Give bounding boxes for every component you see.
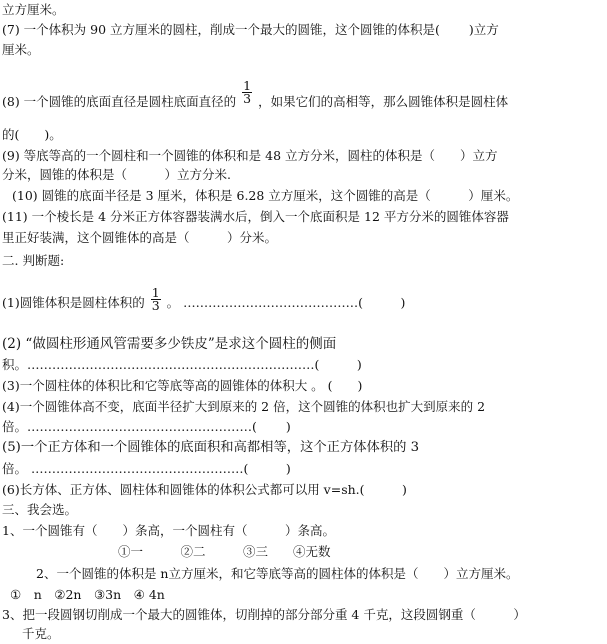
text-q7a: (7) 一个体积为 90 立方厘米的圆柱，削成一个最大的圆锥，这个圆锥的体积是( )立方 xyxy=(2,22,499,37)
choice-2-options xyxy=(10,587,165,603)
text-c2: 2、一个圆锥的体积是 n立方厘米，和它等底等高的圆柱体的体积是（ ）立方厘米。 xyxy=(36,566,519,581)
text-c1: 1、一个圆锥有（ ）条高，一个圆柱有（ ）条高。 xyxy=(2,523,335,538)
text-c2-options: ① n ②2n ③3n ④ 4n xyxy=(10,587,165,602)
fraction-denominator: 3 xyxy=(243,91,252,106)
text-q8c: 的( )。 xyxy=(2,127,62,142)
text-j1-dots: ……………………………………( ) xyxy=(183,295,406,310)
question-7-line1 xyxy=(2,22,499,38)
text-q9b: 分米，圆锥的体积是（ ）立方分米. xyxy=(2,167,231,182)
text-q9a: (9) 等底等高的一个圆柱和一个圆锥的体积和是 48 立方分米，圆柱的体积是（ ）立方 xyxy=(2,148,498,163)
choice-1 xyxy=(2,523,335,539)
judge-3 xyxy=(2,378,362,394)
judge-2-line1 xyxy=(2,336,336,352)
choice-1-options xyxy=(118,544,331,560)
question-11-line2 xyxy=(2,230,277,246)
text-q11a: (11) 一个棱长是 4 分米正方体容器装满水后，倒入一个底面积是 12 平方分米的圆锥体容器 xyxy=(2,209,509,224)
text-j2b: 积。……………………………………………………………( ) xyxy=(2,357,362,372)
text-l1: 立方厘米。 xyxy=(2,2,65,17)
judge-1 xyxy=(2,285,406,318)
text-q8a: (8) 一个圆锥的底面直径是圆柱底面直径的 xyxy=(2,94,237,109)
text-j1b: 。 xyxy=(166,295,180,310)
choice-2 xyxy=(36,566,518,582)
text-j4b: 倍。………………………………………………( ) xyxy=(2,419,291,434)
question-8-line2 xyxy=(2,127,62,143)
choice-3-line2 xyxy=(22,626,60,642)
text-j5b: 倍。 ……………………………………………( ) xyxy=(2,461,291,476)
text-sec2: 二. 判断题: xyxy=(2,253,65,268)
text-line-cont xyxy=(2,2,65,18)
question-9-line2 xyxy=(2,167,231,183)
text-q10: (10) 圆锥的底面半径是 3 厘米，体积是 6.28 立方厘米，这个圆锥的高是（ ）厘米。 xyxy=(12,188,519,203)
choice-3-line1 xyxy=(2,607,526,623)
fraction-numerator: 1 xyxy=(243,78,252,93)
text-j6: (6)长方体、正方体、圆柱体和圆锥体的体积公式都可以用 v=sh.( ) xyxy=(2,482,407,497)
text-q8b: ，如果它们的高相等，那么圆锥体积是圆柱体 xyxy=(258,94,509,109)
text-c1-options: ①一 ②二 ③三 ④无数 xyxy=(118,544,331,559)
judge-2-line2 xyxy=(2,357,362,373)
section-3-heading xyxy=(2,502,77,518)
question-7-line2 xyxy=(2,42,40,58)
text-q11b: 里正好装满，这个圆锥体的高是（ ）分米。 xyxy=(2,230,278,245)
text-j3: (3)一个圆柱体的体积比和它等底等高的圆锥体的体积大 。 ( ) xyxy=(2,378,363,393)
question-8-line1 xyxy=(2,78,509,118)
section-2-heading xyxy=(2,253,64,269)
fraction-denominator: 3 xyxy=(151,298,160,313)
fraction-one-third-judge xyxy=(151,287,161,312)
judge-5-line1 xyxy=(2,440,419,456)
text-q7b: 厘米。 xyxy=(2,42,40,57)
text-c3a: 3、把一段圆钢切削成一个最大的圆锥体，切削掉的部分部分重 4 千克，这段圆钢重（ ） xyxy=(2,607,526,622)
question-9-line1 xyxy=(2,148,498,164)
question-11-line1 xyxy=(2,209,509,225)
text-j4a: (4)一个圆锥体高不变，底面半径扩大到原来的 2 倍，这个圆锥的体积也扩大到原来的 2 xyxy=(2,399,486,414)
fraction-one-third xyxy=(242,80,252,105)
text-j5a: (5)一个正方体和一个圆锥体的底面积和高都相等，这个正方体体积的 3 xyxy=(2,440,420,455)
judge-4-line2 xyxy=(2,419,291,435)
fraction-numerator: 1 xyxy=(151,285,160,300)
text-j2a: (2) “做圆柱形通风管需要多少铁皮”是求这个圆柱的侧面 xyxy=(2,336,337,352)
question-10 xyxy=(12,188,518,204)
judge-4-line1 xyxy=(2,399,485,415)
text-sec3: 三、我会选。 xyxy=(2,502,78,517)
judge-6 xyxy=(2,482,407,498)
judge-5-line2 xyxy=(2,461,291,477)
text-j1a: (1)圆锥体积是圆柱体积的 xyxy=(2,295,145,310)
text-c3b: 千克。 xyxy=(22,626,60,641)
